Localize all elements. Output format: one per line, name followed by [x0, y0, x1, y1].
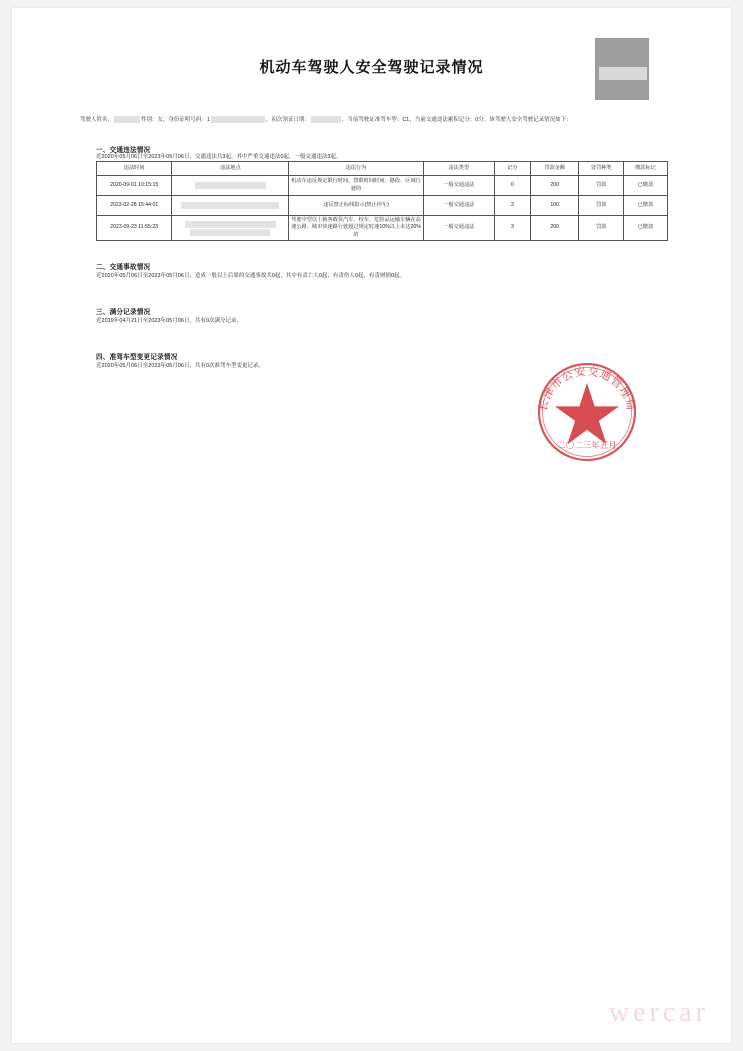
table-row — [97, 196, 668, 216]
cell-points: 0 — [494, 176, 530, 196]
col-fine: 罚款金额 — [530, 162, 579, 176]
section-heading-1: 一、交通违法情况 — [96, 147, 151, 154]
location-redaction — [195, 182, 266, 189]
cell-fine: 200 — [530, 216, 579, 241]
cell-time: 2023-09-23 11:55:23 — [97, 216, 172, 241]
cell-penalty: 罚款 — [579, 216, 624, 241]
violation-table — [96, 161, 668, 241]
cell-paid: 已缴款 — [623, 196, 667, 216]
section-heading-3: 三、满分记录情况 — [96, 309, 151, 316]
cell-behavior: 违反禁止标线指示(禁止停车) — [289, 196, 423, 216]
svg-text:二〇二三年五月: 二〇二三年五月 — [557, 440, 617, 450]
location-redaction — [185, 221, 276, 228]
cell-paid: 已缴款 — [623, 176, 667, 196]
cell-type: 一般交通违法 — [423, 176, 494, 196]
cell-paid: 已缴款 — [623, 216, 667, 241]
label-gender: 性别： — [140, 117, 158, 123]
section-body-3: 近2019年04月21日至2023年05月06日，共有0次满分记录。 — [96, 318, 243, 324]
paper-sheet — [12, 8, 731, 1043]
table-header-row — [97, 162, 668, 176]
col-location: 违法地点 — [172, 162, 289, 176]
label-class: ，当前驾驶证准驾车型：C1，当前交通违法累积记分：0分。该驾驶人安全驾驶记录情况如下： — [341, 117, 572, 123]
cell-fine: 200 — [530, 176, 579, 196]
col-penalty: 处罚种类 — [579, 162, 624, 176]
col-time: 违法时间 — [97, 162, 172, 176]
col-points: 记分 — [494, 162, 530, 176]
cell-fine: 100 — [530, 196, 579, 216]
cell-time: 2023-02-28 15:44:01 — [97, 196, 172, 216]
cell-points: 3 — [494, 216, 530, 241]
id-redaction — [211, 116, 265, 123]
label-date: ，初次领证日期： — [265, 117, 310, 123]
label-name: 驾驶人姓名： — [80, 117, 113, 123]
header-info-line — [80, 116, 668, 125]
cell-behavior: 机动车违反规定限行时间、禁限时间时间、路段、区域行驶的 — [289, 176, 423, 196]
table-row — [97, 216, 668, 241]
cell-points: 3 — [494, 196, 530, 216]
label-id: ，身份证明号码： — [162, 117, 207, 123]
cell-behavior: 驾驶中型以上载客载货汽车、校车、危险品运输车辆在高速公路、城市快速路行驶超过规定时速10%以上未达20%的 — [289, 216, 423, 241]
cell-location — [172, 176, 289, 196]
name-redaction — [114, 116, 140, 123]
table-row — [97, 176, 668, 196]
page-title: 机动车驾驶人安全驾驶记录情况 — [259, 60, 484, 76]
official-seal — [528, 356, 646, 468]
date-redaction — [311, 116, 341, 123]
gender-value: 女 — [157, 117, 163, 123]
cell-penalty: 罚款 — [579, 196, 624, 216]
cell-location — [172, 196, 289, 216]
col-type: 违法类型 — [423, 162, 494, 176]
svg-text:长津市公安交通管理局: 长津市公安交通管理局 — [537, 365, 637, 413]
section-body-2: 近2020年05月06日至2023年05月06日，造成一般以上后果的交通事故共0起，其中有责亡人0起、有责伤人0起、有责财损0起。 — [96, 273, 406, 279]
id-prefix: 1 — [206, 117, 210, 123]
location-redaction-2 — [190, 229, 270, 236]
cell-time: 2020-09-01 10:15:15 — [97, 176, 172, 196]
col-paid: 缴款标记 — [623, 162, 667, 176]
section-body-4: 近2020年05月06日至2023年05月06日，共有0次准驾车型变更记录。 — [96, 363, 264, 369]
watermark: wercar — [608, 997, 709, 1028]
cell-location — [172, 216, 289, 241]
cell-type: 一般交通违法 — [423, 196, 494, 216]
cell-type: 一般交通违法 — [423, 216, 494, 241]
location-redaction — [181, 202, 279, 209]
section-body-1: 近2020年05月06日至2023年05月06日，交通违法共3起，其中严重交通违法0起，一般交通违法3起。 — [96, 154, 342, 160]
cell-penalty: 罚款 — [579, 176, 624, 196]
col-behavior: 违法行为 — [289, 162, 423, 176]
section-heading-2: 二、交通事故情况 — [96, 264, 151, 271]
section-heading-4: 四、准驾车型变更记录情况 — [96, 354, 178, 361]
